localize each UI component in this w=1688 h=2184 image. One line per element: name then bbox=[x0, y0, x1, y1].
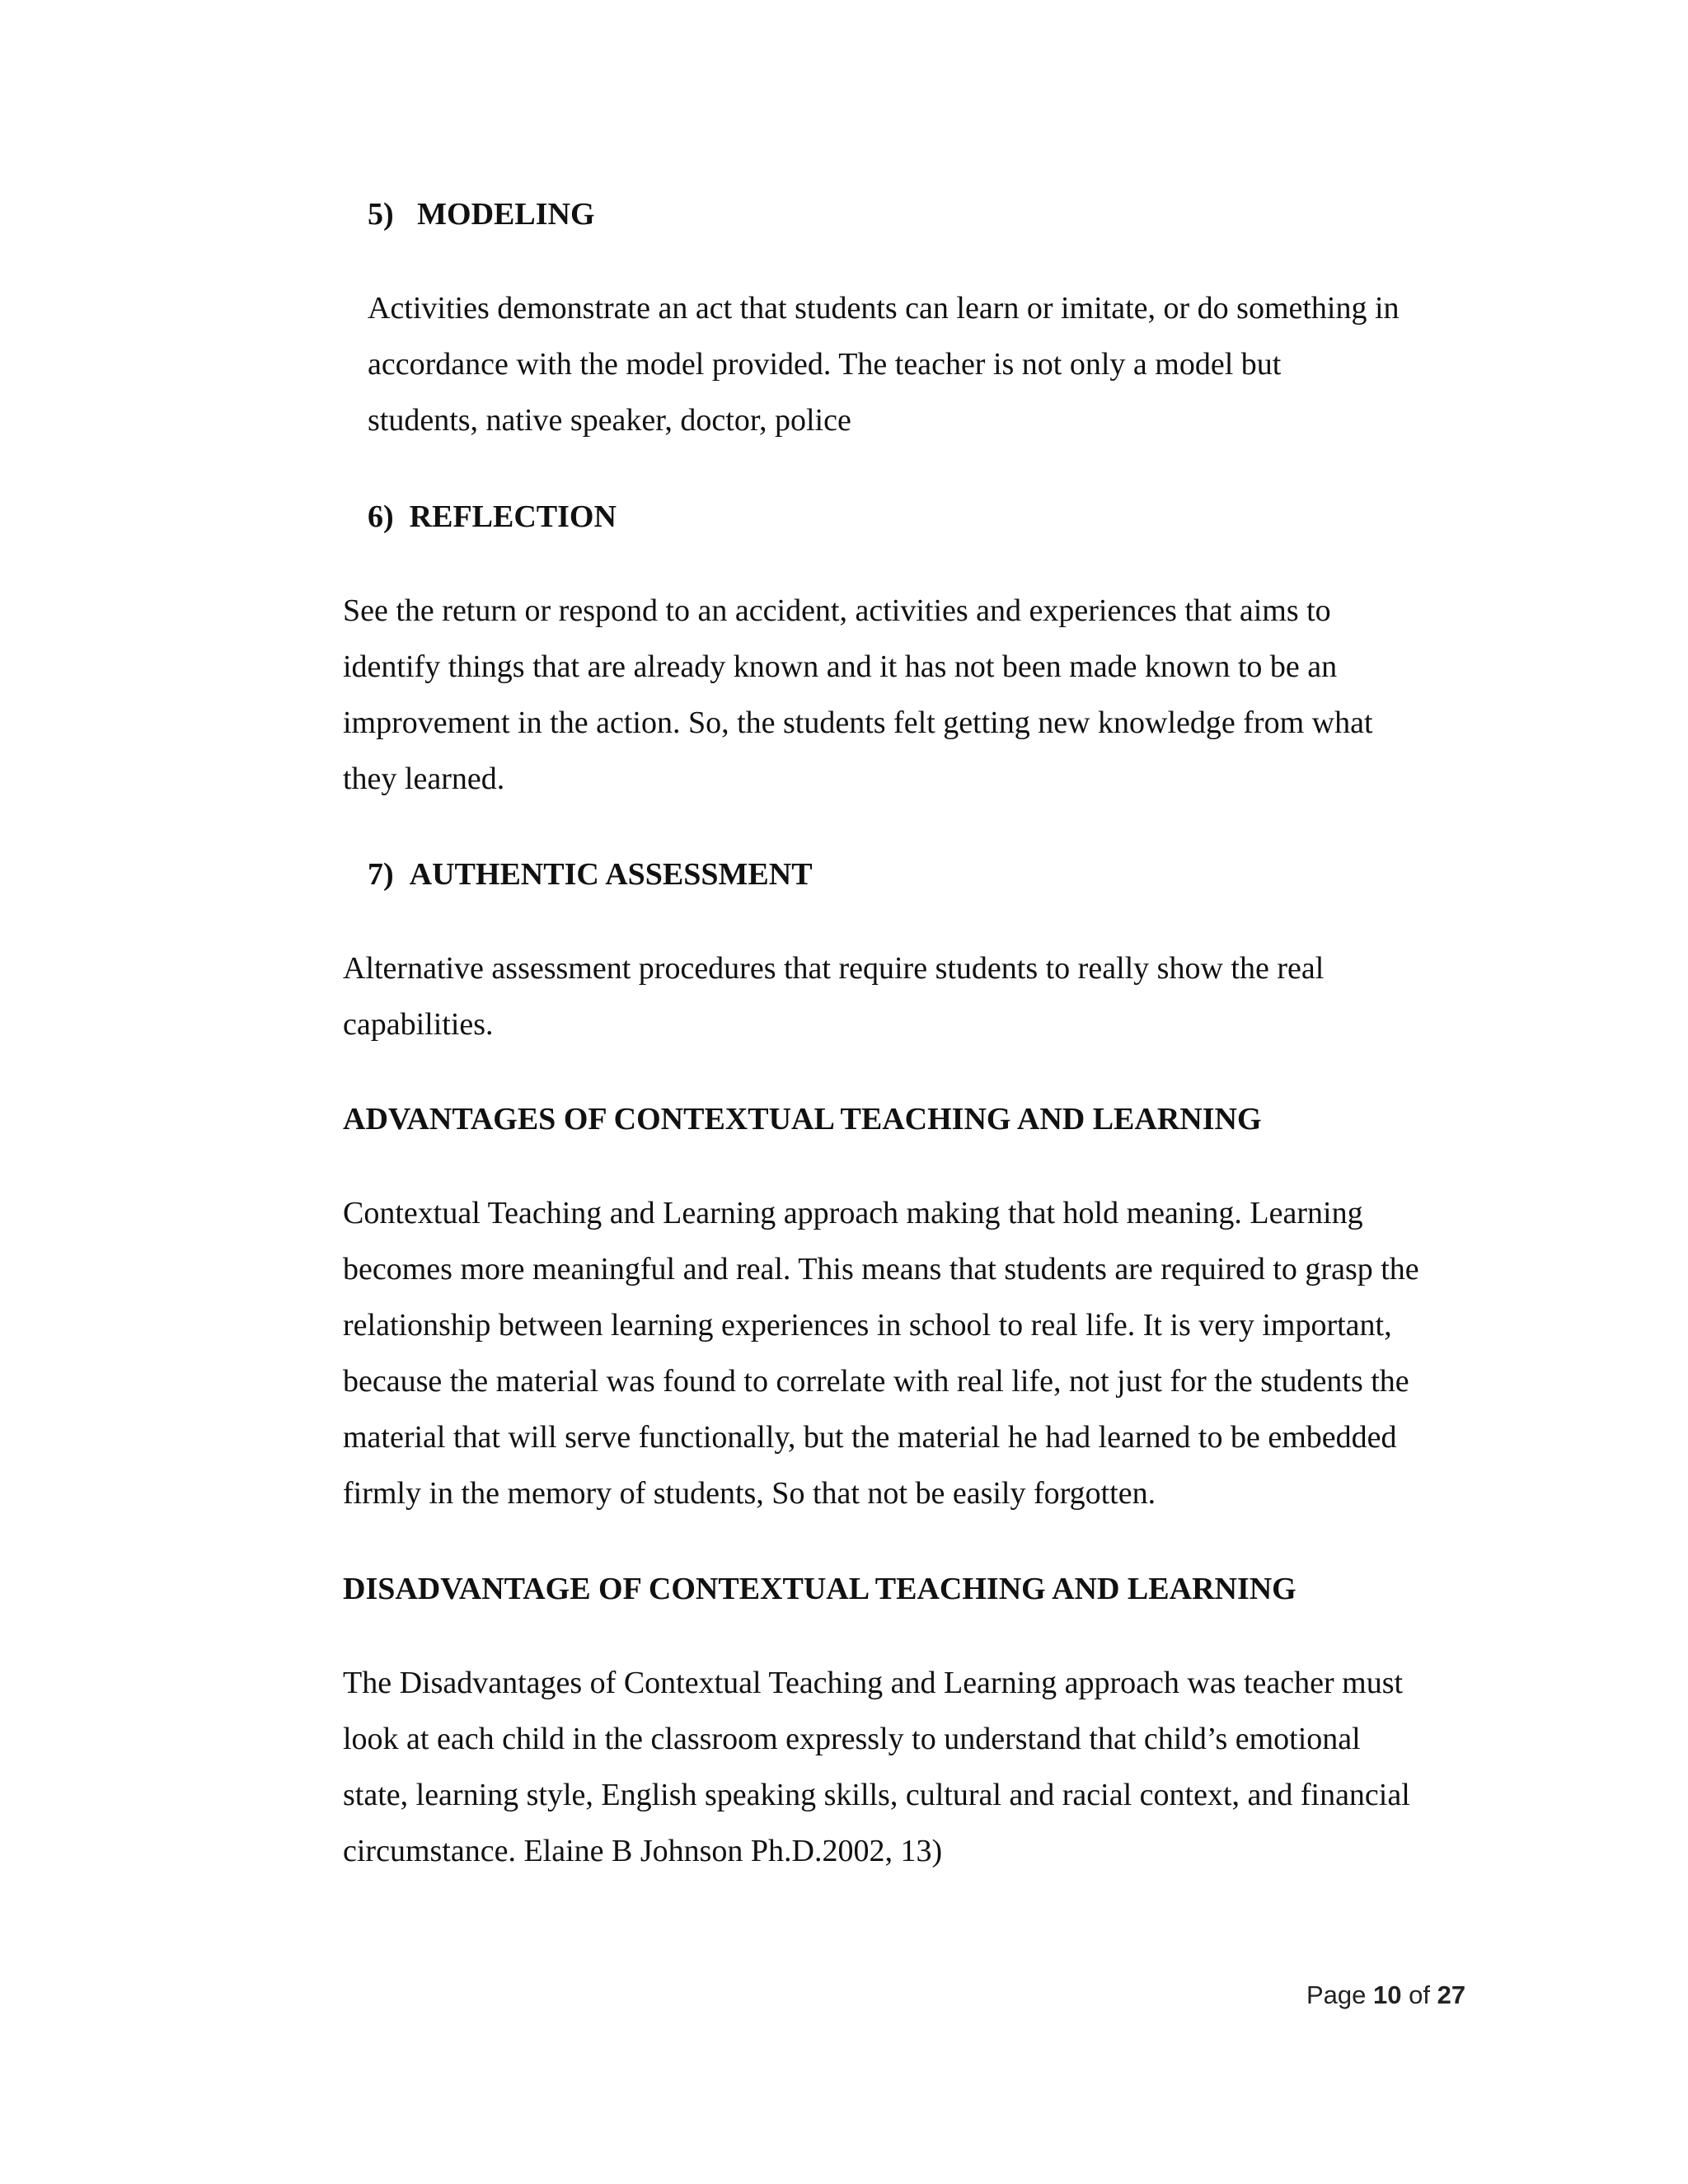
section-title: MODELING bbox=[417, 197, 595, 232]
section-heading-authentic-assessment bbox=[368, 856, 813, 893]
paragraph-line: students, native speaker, doctor, police bbox=[368, 403, 851, 438]
paragraph-line: because the material was found to correlate with real life, not just for the students the bbox=[343, 1364, 1409, 1399]
paragraph-line: improvement in the action. So, the students felt getting new knowledge from what bbox=[343, 705, 1373, 740]
paragraph-line: accordance with the model provided. The teacher is not only a model but bbox=[368, 347, 1282, 382]
section-number: 5) bbox=[368, 197, 394, 232]
paragraph-line: capabilities. bbox=[343, 1007, 494, 1042]
paragraph-line: relationship between learning experiences in school to real life. It is very important, bbox=[343, 1308, 1392, 1343]
paragraph-line: circumstance. Elaine B Johnson Ph.D.2002, 13) bbox=[343, 1834, 943, 1868]
page-separator: of bbox=[1409, 1980, 1430, 2009]
paragraph-line: Alternative assessment procedures that require students to really show the real bbox=[343, 951, 1325, 986]
paragraph-line: Activities demonstrate an act that students can learn or imitate, or do something in bbox=[368, 291, 1400, 326]
section-number: 7) bbox=[368, 857, 394, 892]
section-title: REFLECTION bbox=[409, 499, 617, 534]
advantages-heading: ADVANTAGES OF CONTEXTUAL TEACHING AND LEARNING bbox=[343, 1102, 1262, 1137]
paragraph-line: See the return or respond to an accident, activities and experiences that aims to bbox=[343, 593, 1331, 628]
paragraph-line: becomes more meaningful and real. This means that students are required to grasp the bbox=[343, 1252, 1419, 1286]
total-pages: 27 bbox=[1437, 1980, 1466, 2009]
disadvantage-heading: DISADVANTAGE OF CONTEXTUAL TEACHING AND LEARNING bbox=[343, 1572, 1296, 1606]
paragraph-line: they learned. bbox=[343, 762, 505, 796]
paragraph-line: look at each child in the classroom expressly to understand that child’s emotional bbox=[343, 1722, 1361, 1756]
paragraph-line: Contextual Teaching and Learning approach making that hold meaning. Learning bbox=[343, 1196, 1363, 1230]
page-number-footer bbox=[1306, 1980, 1465, 2010]
paragraph-line: firmly in the memory of students, So that not be easily forgotten. bbox=[343, 1476, 1156, 1511]
section-title: AUTHENTIC ASSESSMENT bbox=[409, 857, 813, 892]
current-page: 10 bbox=[1373, 1980, 1402, 2009]
section-heading-modeling bbox=[368, 196, 595, 232]
section-number: 6) bbox=[368, 499, 394, 534]
paragraph-line: identify things that are already known and it has not been made known to be an bbox=[343, 649, 1338, 684]
paragraph-line: state, learning style, English speaking skills, cultural and racial context, and financial bbox=[343, 1778, 1410, 1812]
paragraph-line: material that will serve functionally, but the material he had learned to be embedded bbox=[343, 1420, 1397, 1455]
page-prefix: Page bbox=[1306, 1980, 1367, 2009]
section-heading-reflection bbox=[368, 499, 617, 535]
paragraph-line: The Disadvantages of Contextual Teaching and Learning approach was teacher must bbox=[343, 1666, 1404, 1700]
